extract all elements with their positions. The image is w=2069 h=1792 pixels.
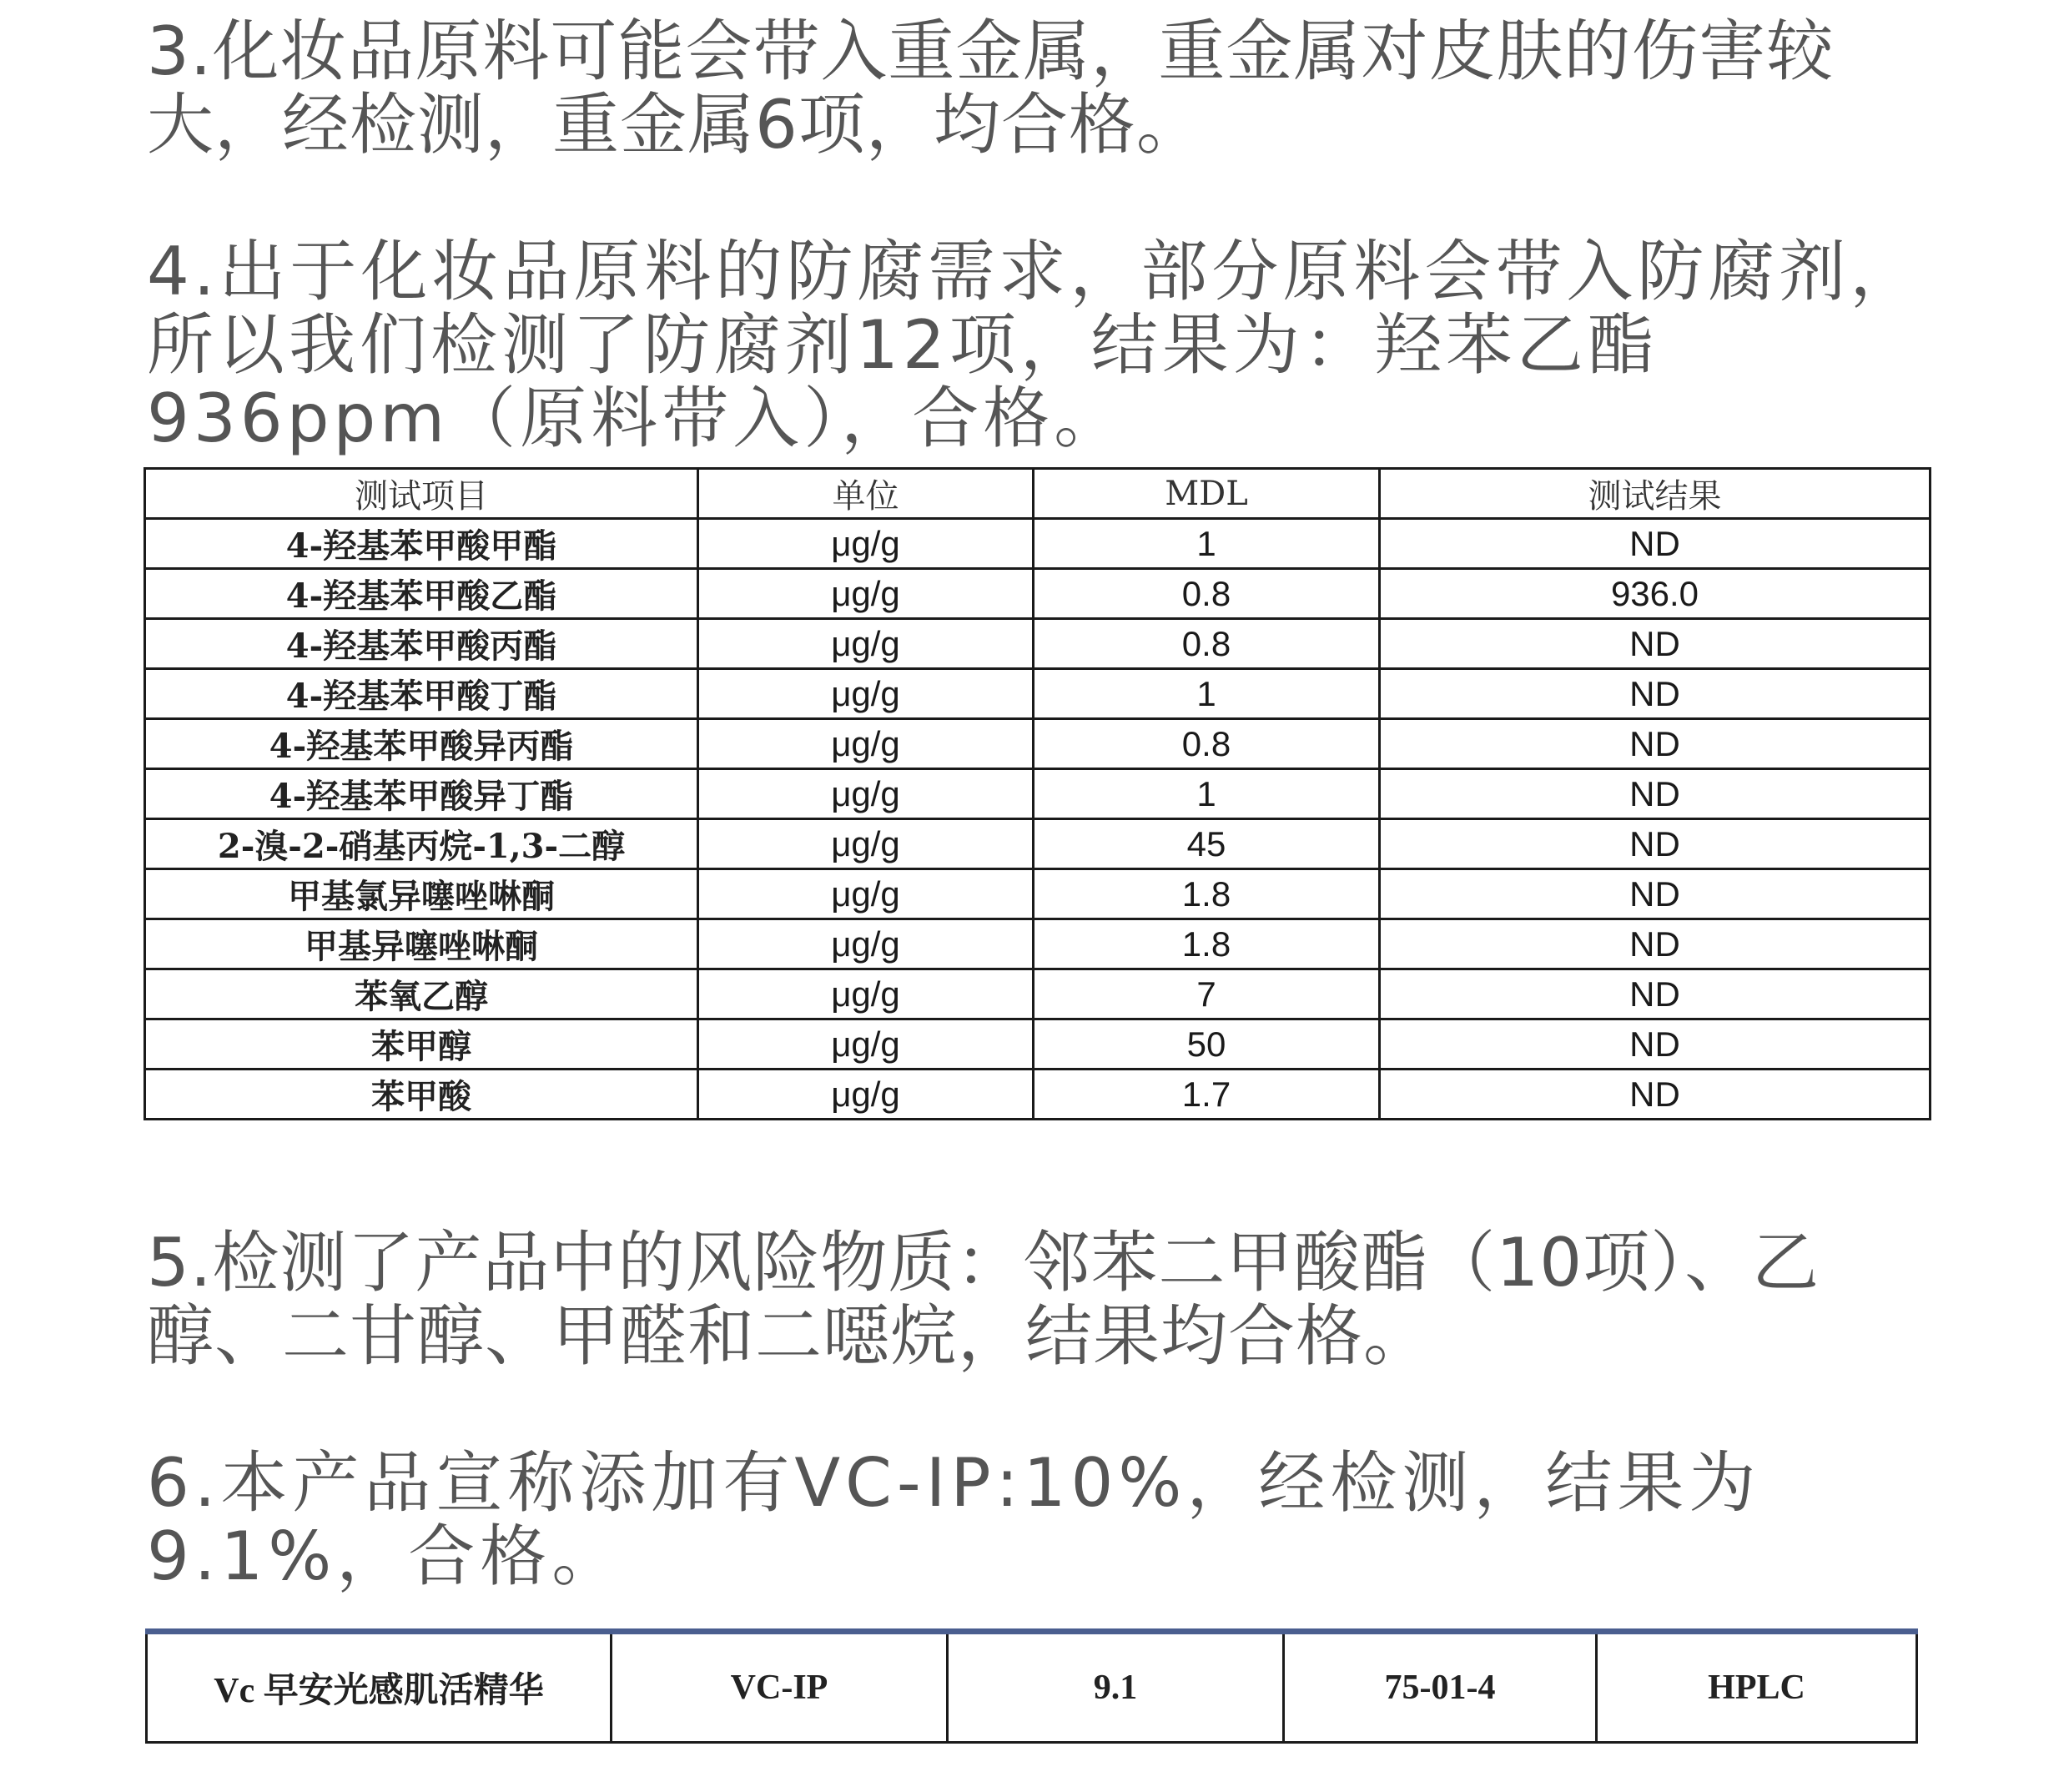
cell-result: ND bbox=[1380, 1070, 1931, 1120]
cell-unit: μg/g bbox=[698, 1070, 1034, 1120]
cell-unit: μg/g bbox=[698, 669, 1034, 719]
cell-unit: μg/g bbox=[698, 819, 1034, 869]
paragraph-vcip-claim: 6.本产品宣称添加有VC-IP:10%，经检测，结果为9.1%，合格。 bbox=[147, 1444, 1761, 1595]
cell-item: 2-溴-2-硝基丙烷-1,3-二醇 bbox=[145, 819, 698, 869]
paragraph-risk-substances: 5.检测了产品中的风险物质：邻苯二甲酸酯（10项）、乙醇、二甘醇、甲醛和二噁烷，结果均合格。 bbox=[147, 1224, 1820, 1375]
cell-item: 4-羟基苯甲酸甲酯 bbox=[145, 519, 698, 569]
cell-method: HPLC bbox=[1597, 1632, 1917, 1743]
header-unit: 单位 bbox=[698, 469, 1034, 519]
table-row bbox=[145, 669, 1931, 719]
table-row bbox=[145, 869, 1931, 919]
table-row bbox=[145, 1019, 1931, 1070]
cell-mdl: 1 bbox=[1034, 669, 1380, 719]
cell-unit: μg/g bbox=[698, 569, 1034, 619]
cell-result: ND bbox=[1380, 869, 1931, 919]
cell-result: ND bbox=[1380, 669, 1931, 719]
cell-mdl: 7 bbox=[1034, 969, 1380, 1019]
cell-result: ND bbox=[1380, 519, 1931, 569]
cell-ingredient: VC-IP bbox=[612, 1632, 948, 1743]
cell-item: 苯甲醇 bbox=[145, 1019, 698, 1070]
cell-item: 4-羟基苯甲酸丁酯 bbox=[145, 669, 698, 719]
table-row bbox=[145, 519, 1931, 569]
cell-item: 甲基氯异噻唑啉酮 bbox=[145, 869, 698, 919]
cell-mdl: 1.8 bbox=[1034, 869, 1380, 919]
cell-result: ND bbox=[1380, 769, 1931, 819]
cell-item: 苯氧乙醇 bbox=[145, 969, 698, 1019]
header-test-item: 测试项目 bbox=[145, 469, 698, 519]
header-result: 测试结果 bbox=[1380, 469, 1931, 519]
cell-result: ND bbox=[1380, 719, 1931, 769]
cell-unit: μg/g bbox=[698, 769, 1034, 819]
cell-result: ND bbox=[1380, 819, 1931, 869]
cell-item: 甲基异噻唑啉酮 bbox=[145, 919, 698, 969]
cell-mdl: 1 bbox=[1034, 519, 1380, 569]
cell-item: 4-羟基苯甲酸异丙酯 bbox=[145, 719, 698, 769]
cell-item: 4-羟基苯甲酸乙酯 bbox=[145, 569, 698, 619]
cell-unit: μg/g bbox=[698, 719, 1034, 769]
cell-result: ND bbox=[1380, 969, 1931, 1019]
cell-mdl: 50 bbox=[1034, 1019, 1380, 1070]
cell-unit: μg/g bbox=[698, 869, 1034, 919]
cell-item: 4-羟基苯甲酸异丁酯 bbox=[145, 769, 698, 819]
header-mdl: MDL bbox=[1034, 469, 1380, 519]
cell-result: ND bbox=[1380, 619, 1931, 669]
vc-ip-result-table bbox=[145, 1628, 1918, 1744]
table-row bbox=[145, 1070, 1931, 1120]
preservative-table bbox=[143, 467, 1931, 1120]
table-row bbox=[145, 619, 1931, 669]
cell-mdl: 0.8 bbox=[1034, 619, 1380, 669]
cell-result: 936.0 bbox=[1380, 569, 1931, 619]
paragraph-preservatives: 4.出于化妆品原料的防腐需求，部分原料会带入防腐剂，所以我们检测了防腐剂12项，结果为：羟苯乙酯936ppm（原料带入），合格。 bbox=[147, 233, 1921, 457]
cell-item: 苯甲酸 bbox=[145, 1070, 698, 1120]
paragraph-heavy-metals: 3.化妆品原料可能会带入重金属，重金属对皮肤的伤害较大，经检测，重金属6项，均合格。 bbox=[147, 13, 1835, 164]
table-row bbox=[147, 1632, 1917, 1743]
table-row bbox=[145, 569, 1931, 619]
cell-unit: μg/g bbox=[698, 519, 1034, 569]
cell-item: 4-羟基苯甲酸丙酯 bbox=[145, 619, 698, 669]
cell-mdl: 1 bbox=[1034, 769, 1380, 819]
cell-measured-value: 9.1 bbox=[948, 1632, 1284, 1743]
table-row bbox=[145, 819, 1931, 869]
cell-mdl: 0.8 bbox=[1034, 569, 1380, 619]
table-row bbox=[145, 719, 1931, 769]
cell-cas-number: 75-01-4 bbox=[1284, 1632, 1597, 1743]
cell-unit: μg/g bbox=[698, 969, 1034, 1019]
cell-unit: μg/g bbox=[698, 919, 1034, 969]
cell-result: ND bbox=[1380, 919, 1931, 969]
cell-product-name: Vc 早安光感肌活精华 bbox=[147, 1632, 612, 1743]
cell-mdl: 1.7 bbox=[1034, 1070, 1380, 1120]
cell-unit: μg/g bbox=[698, 1019, 1034, 1070]
cell-mdl: 1.8 bbox=[1034, 919, 1380, 969]
cell-unit: μg/g bbox=[698, 619, 1034, 669]
table-header-row bbox=[145, 469, 1931, 519]
cell-result: ND bbox=[1380, 1019, 1931, 1070]
cell-mdl: 0.8 bbox=[1034, 719, 1380, 769]
table-row bbox=[145, 769, 1931, 819]
cell-mdl: 45 bbox=[1034, 819, 1380, 869]
table-row bbox=[145, 969, 1931, 1019]
table-row bbox=[145, 919, 1931, 969]
